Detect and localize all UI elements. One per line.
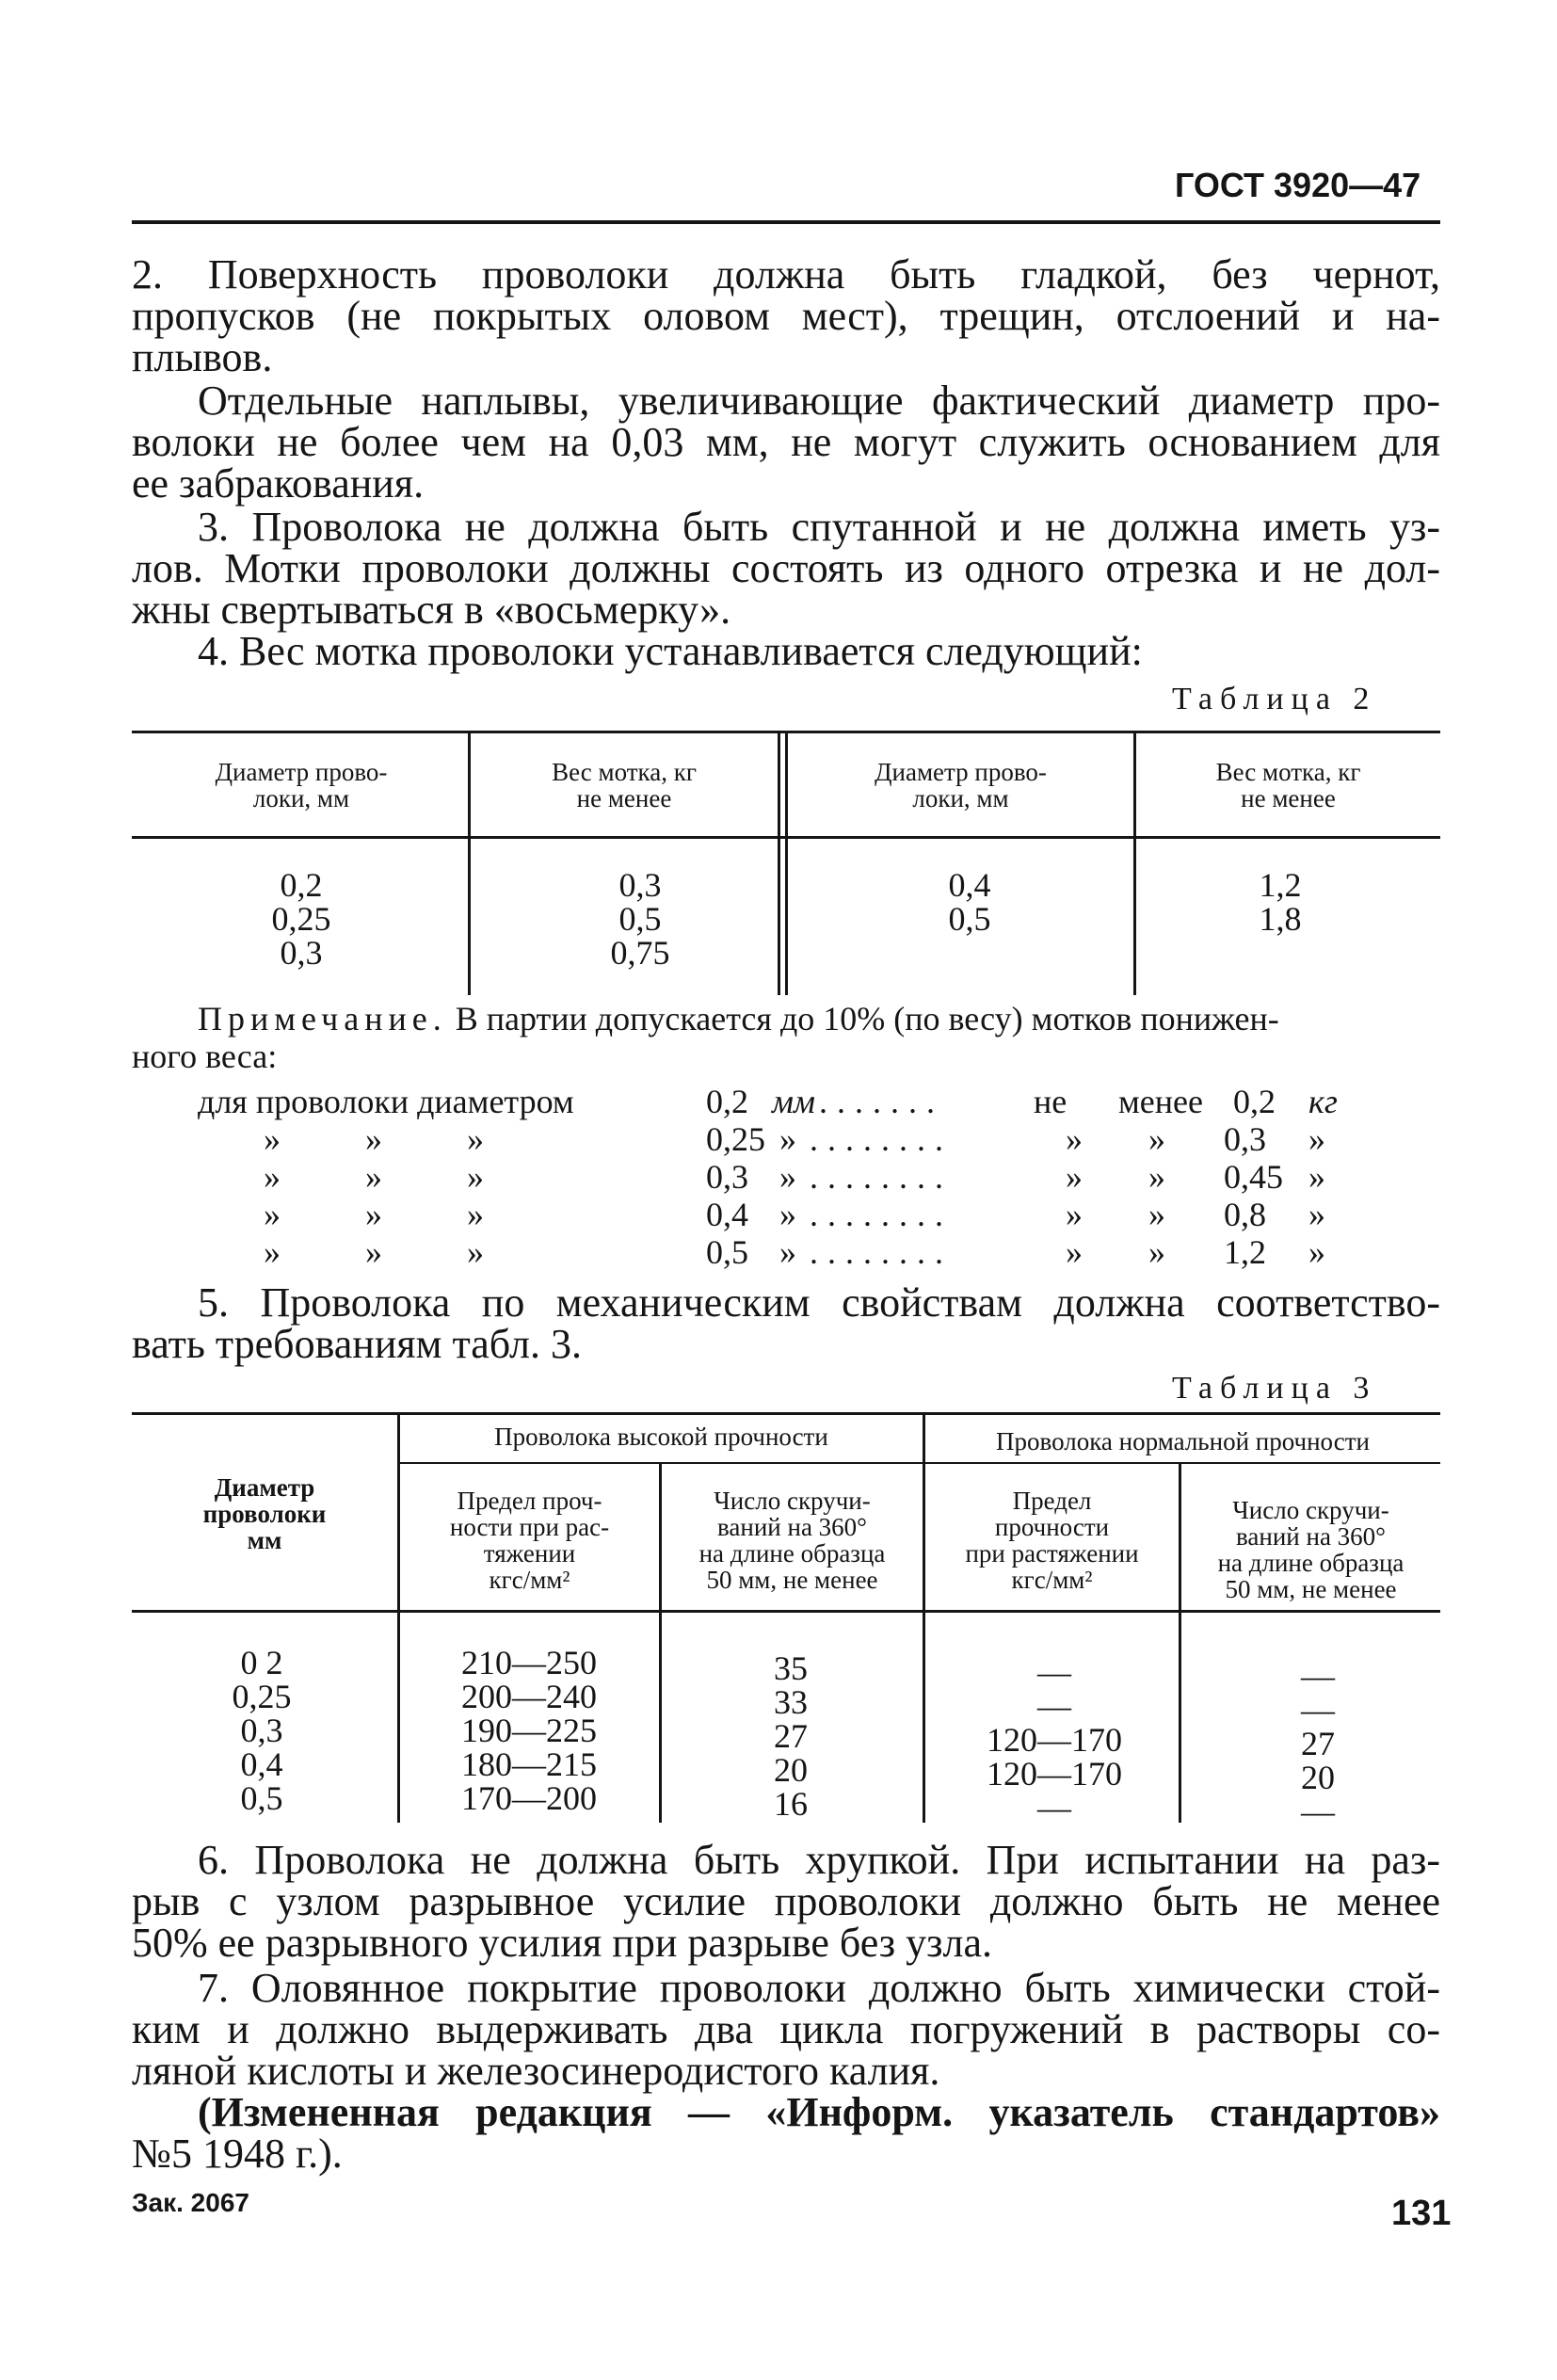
text-line: 6. Проволока не должна быть хрупкой. При испытании на раз-: [198, 1837, 1440, 1883]
page-number: 131: [1391, 2194, 1452, 2233]
note-weight-unit: »: [1308, 1233, 1325, 1271]
table-cell: —: [1301, 1691, 1335, 1729]
table-3-group-normal: Проволока нормальной прочности: [996, 1427, 1370, 1455]
table-cell: 200—240: [461, 1678, 597, 1715]
table-3-col-strength-normal: [960, 1655, 1148, 1825]
header-text: не менее: [576, 784, 672, 812]
text-line: 3. Проволока не должна быть спутанной и не должна иметь уз-: [198, 504, 1440, 550]
table-cell: 20: [1301, 1759, 1335, 1796]
table-cell: 0,4: [948, 866, 991, 904]
table-cell: 0,3: [280, 934, 323, 972]
table-3-group-rule: [400, 1462, 1440, 1464]
text-line: 2. Поверхность проволоки должна быть гладкой, без чернот,: [132, 251, 1440, 298]
note-unit: мм: [772, 1083, 815, 1120]
table-2-header-weight-2: [1136, 759, 1440, 812]
header-text: проволоки: [202, 1500, 327, 1528]
header-text: мм: [247, 1526, 282, 1554]
note-diameter: 0,25: [706, 1120, 765, 1158]
header-text: Число скручи-: [1232, 1496, 1389, 1524]
paragraph-2: [132, 251, 1440, 380]
table-cell: 210—250: [461, 1644, 597, 1681]
table-cell: 33: [774, 1683, 808, 1721]
table-2-divider: [778, 733, 780, 995]
table-cell: 0,2: [280, 866, 323, 904]
header-text: при растяжении: [965, 1539, 1139, 1568]
note-menee: менее: [1118, 1083, 1203, 1120]
note-prefix: » » »: [264, 1158, 484, 1196]
note-weight: 0,2: [1233, 1083, 1276, 1120]
note-prefix: » » »: [264, 1120, 484, 1158]
table-cell: —: [1037, 1687, 1071, 1725]
table-3-col-strength-high: [435, 1646, 623, 1815]
note-menee: »: [1148, 1120, 1165, 1158]
order-number: Зак. 2067: [132, 2188, 249, 2217]
note-diameter: 0,2: [706, 1083, 748, 1120]
note-unit: »: [779, 1120, 796, 1158]
text-line: 4. Вес мотка проволоки устанавливается следующий:: [198, 628, 1143, 674]
table-cell: 20: [774, 1751, 808, 1789]
table-3-header-rule: [132, 1610, 1440, 1613]
table-cell: 0,5: [948, 900, 991, 938]
table-cell: —: [1301, 1657, 1335, 1695]
text-line: вать требованиям табл. 3.: [132, 1321, 583, 1367]
note-ne: »: [1066, 1120, 1083, 1158]
table-3-divider: [397, 1415, 400, 1823]
header-text: Вес мотка, кг: [552, 758, 697, 786]
table-2-header-diameter: [141, 759, 461, 812]
amendment-note: [132, 2089, 1440, 2177]
note-menee: »: [1148, 1233, 1165, 1271]
table-3-caption: Таблица 3: [1172, 1371, 1377, 1406]
text-line: 7. Оловянное покрытие проволоки должно быть химически стой-: [198, 1965, 1440, 2011]
table-3-header-diameter: [132, 1474, 397, 1553]
note-dots: ........: [810, 1196, 953, 1233]
table-cell: 27: [1301, 1725, 1335, 1762]
note-prefix: для проволоки диаметром: [198, 1083, 574, 1120]
note-weight-unit: »: [1308, 1196, 1325, 1233]
header-text: на длине образца: [698, 1539, 886, 1568]
text-line: лов. Мотки проволоки должны состоять из одного отрезка и не дол-: [132, 545, 1440, 591]
table-3-header-strength-normal: [925, 1488, 1179, 1593]
table-cell: 0,25: [271, 900, 331, 938]
note-dots: ........: [810, 1233, 953, 1271]
header-text: Число скручи-: [714, 1487, 871, 1515]
header-text: на длине образца: [1217, 1549, 1405, 1577]
table-cell: 190—225: [461, 1712, 597, 1749]
header-text: Вес мотка, кг: [1215, 758, 1361, 786]
text-line: жны свертываться в «восьмерку».: [132, 587, 731, 633]
note-unit: »: [779, 1233, 796, 1271]
paragraph-6: [132, 1837, 1440, 1966]
text-line: Отдельные наплывы, увеличивающие фактический диаметр про-: [198, 378, 1440, 424]
table-cell: 180—215: [461, 1745, 597, 1783]
note-ne: не: [1034, 1083, 1067, 1120]
note-weight-unit: »: [1308, 1120, 1325, 1158]
note-label: Примечание.: [198, 1000, 447, 1037]
text-line: 5. Проволока по механическим свойствам должна соответство-: [198, 1279, 1440, 1326]
header-text: кгс/мм²: [489, 1566, 570, 1594]
table-cell: 27: [774, 1717, 808, 1755]
table-cell: 120—170: [987, 1721, 1122, 1759]
header-text: не менее: [1241, 784, 1336, 812]
table-2-caption: Таблица 2: [1172, 682, 1377, 716]
note-unit: »: [779, 1158, 796, 1196]
table-2-col-diameter: [245, 868, 358, 970]
table-3-group-high: Проволока высокой прочности: [494, 1423, 828, 1451]
paragraph-3: [132, 504, 1440, 633]
table-cell: 0,3: [240, 1712, 283, 1749]
table-3-top-rule: [132, 1412, 1440, 1415]
table-cell: 0 2: [240, 1644, 283, 1681]
note-diameter: 0,5: [706, 1233, 748, 1271]
table-cell: 0,4: [240, 1745, 283, 1783]
note-diameter: 0,3: [706, 1158, 748, 1196]
table-3-col-diameter: [205, 1646, 318, 1815]
header-text: 50 мм, не менее: [1225, 1575, 1397, 1603]
table-cell: 0,5: [618, 900, 662, 938]
document-id: ГОСТ 3920—47: [1175, 166, 1421, 204]
note-line-1: [198, 1000, 1440, 1037]
table-cell: —: [1037, 1789, 1071, 1826]
text-line: 50% ее разрывного усилия при разрыве без узла.: [132, 1920, 993, 1966]
table-cell: —: [1037, 1653, 1071, 1691]
text-line: №5 1948 г.).: [132, 2131, 343, 2177]
header-text: Диаметр: [214, 1473, 315, 1502]
note-weight: 0,8: [1224, 1196, 1266, 1233]
note-weight-unit: »: [1308, 1158, 1325, 1196]
header-text: ваний на 360°: [717, 1513, 867, 1541]
note-ne: »: [1066, 1233, 1083, 1271]
header-rule: [132, 220, 1440, 224]
note-prefix: » » »: [264, 1233, 484, 1271]
table-cell: 16: [774, 1785, 808, 1823]
note-unit: »: [779, 1196, 796, 1233]
header-text: ваний на 360°: [1236, 1522, 1386, 1551]
header-text: тяжении: [483, 1539, 576, 1568]
note-ne: »: [1066, 1158, 1083, 1196]
table-cell: —: [1301, 1793, 1335, 1830]
table-cell: 0,25: [232, 1678, 292, 1715]
header-text: Диаметр прово-: [875, 758, 1047, 786]
text-line: рыв с узлом разрывное усилие проволоки должно быть не менее: [132, 1878, 1440, 1924]
table-cell: 0,75: [610, 934, 670, 972]
note-menee: »: [1148, 1158, 1165, 1196]
note-dots: .......: [819, 1083, 944, 1120]
text-line: плывов.: [132, 334, 273, 380]
note-menee: »: [1148, 1196, 1165, 1233]
table-3-header-strength-high: [400, 1488, 659, 1593]
table-3-col-twists-high: [734, 1651, 847, 1821]
text-line: ляной кислоты и железосинеродистого калия.: [132, 2048, 940, 2094]
note-line-2: ного веса:: [132, 1037, 278, 1075]
header-text: локи, мм: [912, 784, 1009, 812]
paragraph-4: [132, 628, 1440, 674]
table-2-header-weight: [471, 759, 778, 812]
note-diameter: 0,4: [706, 1196, 748, 1233]
table-2-col-diameter-2: [913, 868, 1026, 936]
header-text: ности при рас-: [449, 1513, 610, 1541]
paragraph-5: [132, 1279, 1440, 1367]
text-line: ким и должно выдерживать два цикла погружений в растворы со-: [132, 2006, 1440, 2052]
text-line: пропусков (не покрытых оловом мест), трещин, отслоений и на-: [132, 293, 1440, 339]
text-line: волоки не более чем на 0,03 мм, не могут служить основанием для: [132, 419, 1440, 465]
note-weight-unit: кг: [1308, 1083, 1338, 1120]
header-text: локи, мм: [252, 784, 350, 812]
note-weight: 0,45: [1224, 1158, 1283, 1196]
header-text: кгс/мм²: [1011, 1566, 1093, 1594]
table-cell: 1,8: [1259, 900, 1302, 938]
header-text: 50 мм, не менее: [706, 1566, 878, 1594]
table-cell: 1,2: [1259, 866, 1302, 904]
table-2-col-weight-2: [1224, 868, 1337, 936]
table-cell: 170—200: [461, 1779, 597, 1817]
table-cell: 120—170: [987, 1755, 1122, 1793]
note-weight: 0,3: [1224, 1120, 1266, 1158]
table-3-header-twists-normal: [1181, 1497, 1440, 1602]
table-cell: 35: [774, 1649, 808, 1687]
table-cell: 0,5: [240, 1779, 283, 1817]
header-text: Предел проч-: [457, 1487, 602, 1515]
header-text: прочности: [994, 1513, 1110, 1541]
table-3-divider: [923, 1415, 925, 1823]
note-dots: ........: [810, 1120, 953, 1158]
note-dots: ........: [810, 1158, 953, 1196]
table-2-col-weight: [584, 868, 697, 970]
paragraph-7: [132, 1965, 1440, 2094]
header-text: Диаметр прово-: [215, 758, 388, 786]
table-2-header-diameter-2: [788, 759, 1133, 812]
note-prefix: » » »: [264, 1196, 484, 1233]
table-cell: 0,3: [618, 866, 662, 904]
table-3-header-twists-high: [662, 1488, 923, 1593]
paragraph-2-continued: [132, 380, 1440, 505]
text-line: (Измененная редакция — «Информ. указатель стандартов»: [198, 2089, 1440, 2135]
note-ne: »: [1066, 1196, 1083, 1233]
note-weight: 1,2: [1224, 1233, 1266, 1271]
table-3-col-twists-normal: [1261, 1659, 1374, 1828]
text-line: ее забракования.: [132, 460, 425, 507]
note-text: В партии допускается до 10% (по весу) мотков понижен-: [455, 1000, 1279, 1037]
header-text: Предел: [1012, 1487, 1092, 1515]
